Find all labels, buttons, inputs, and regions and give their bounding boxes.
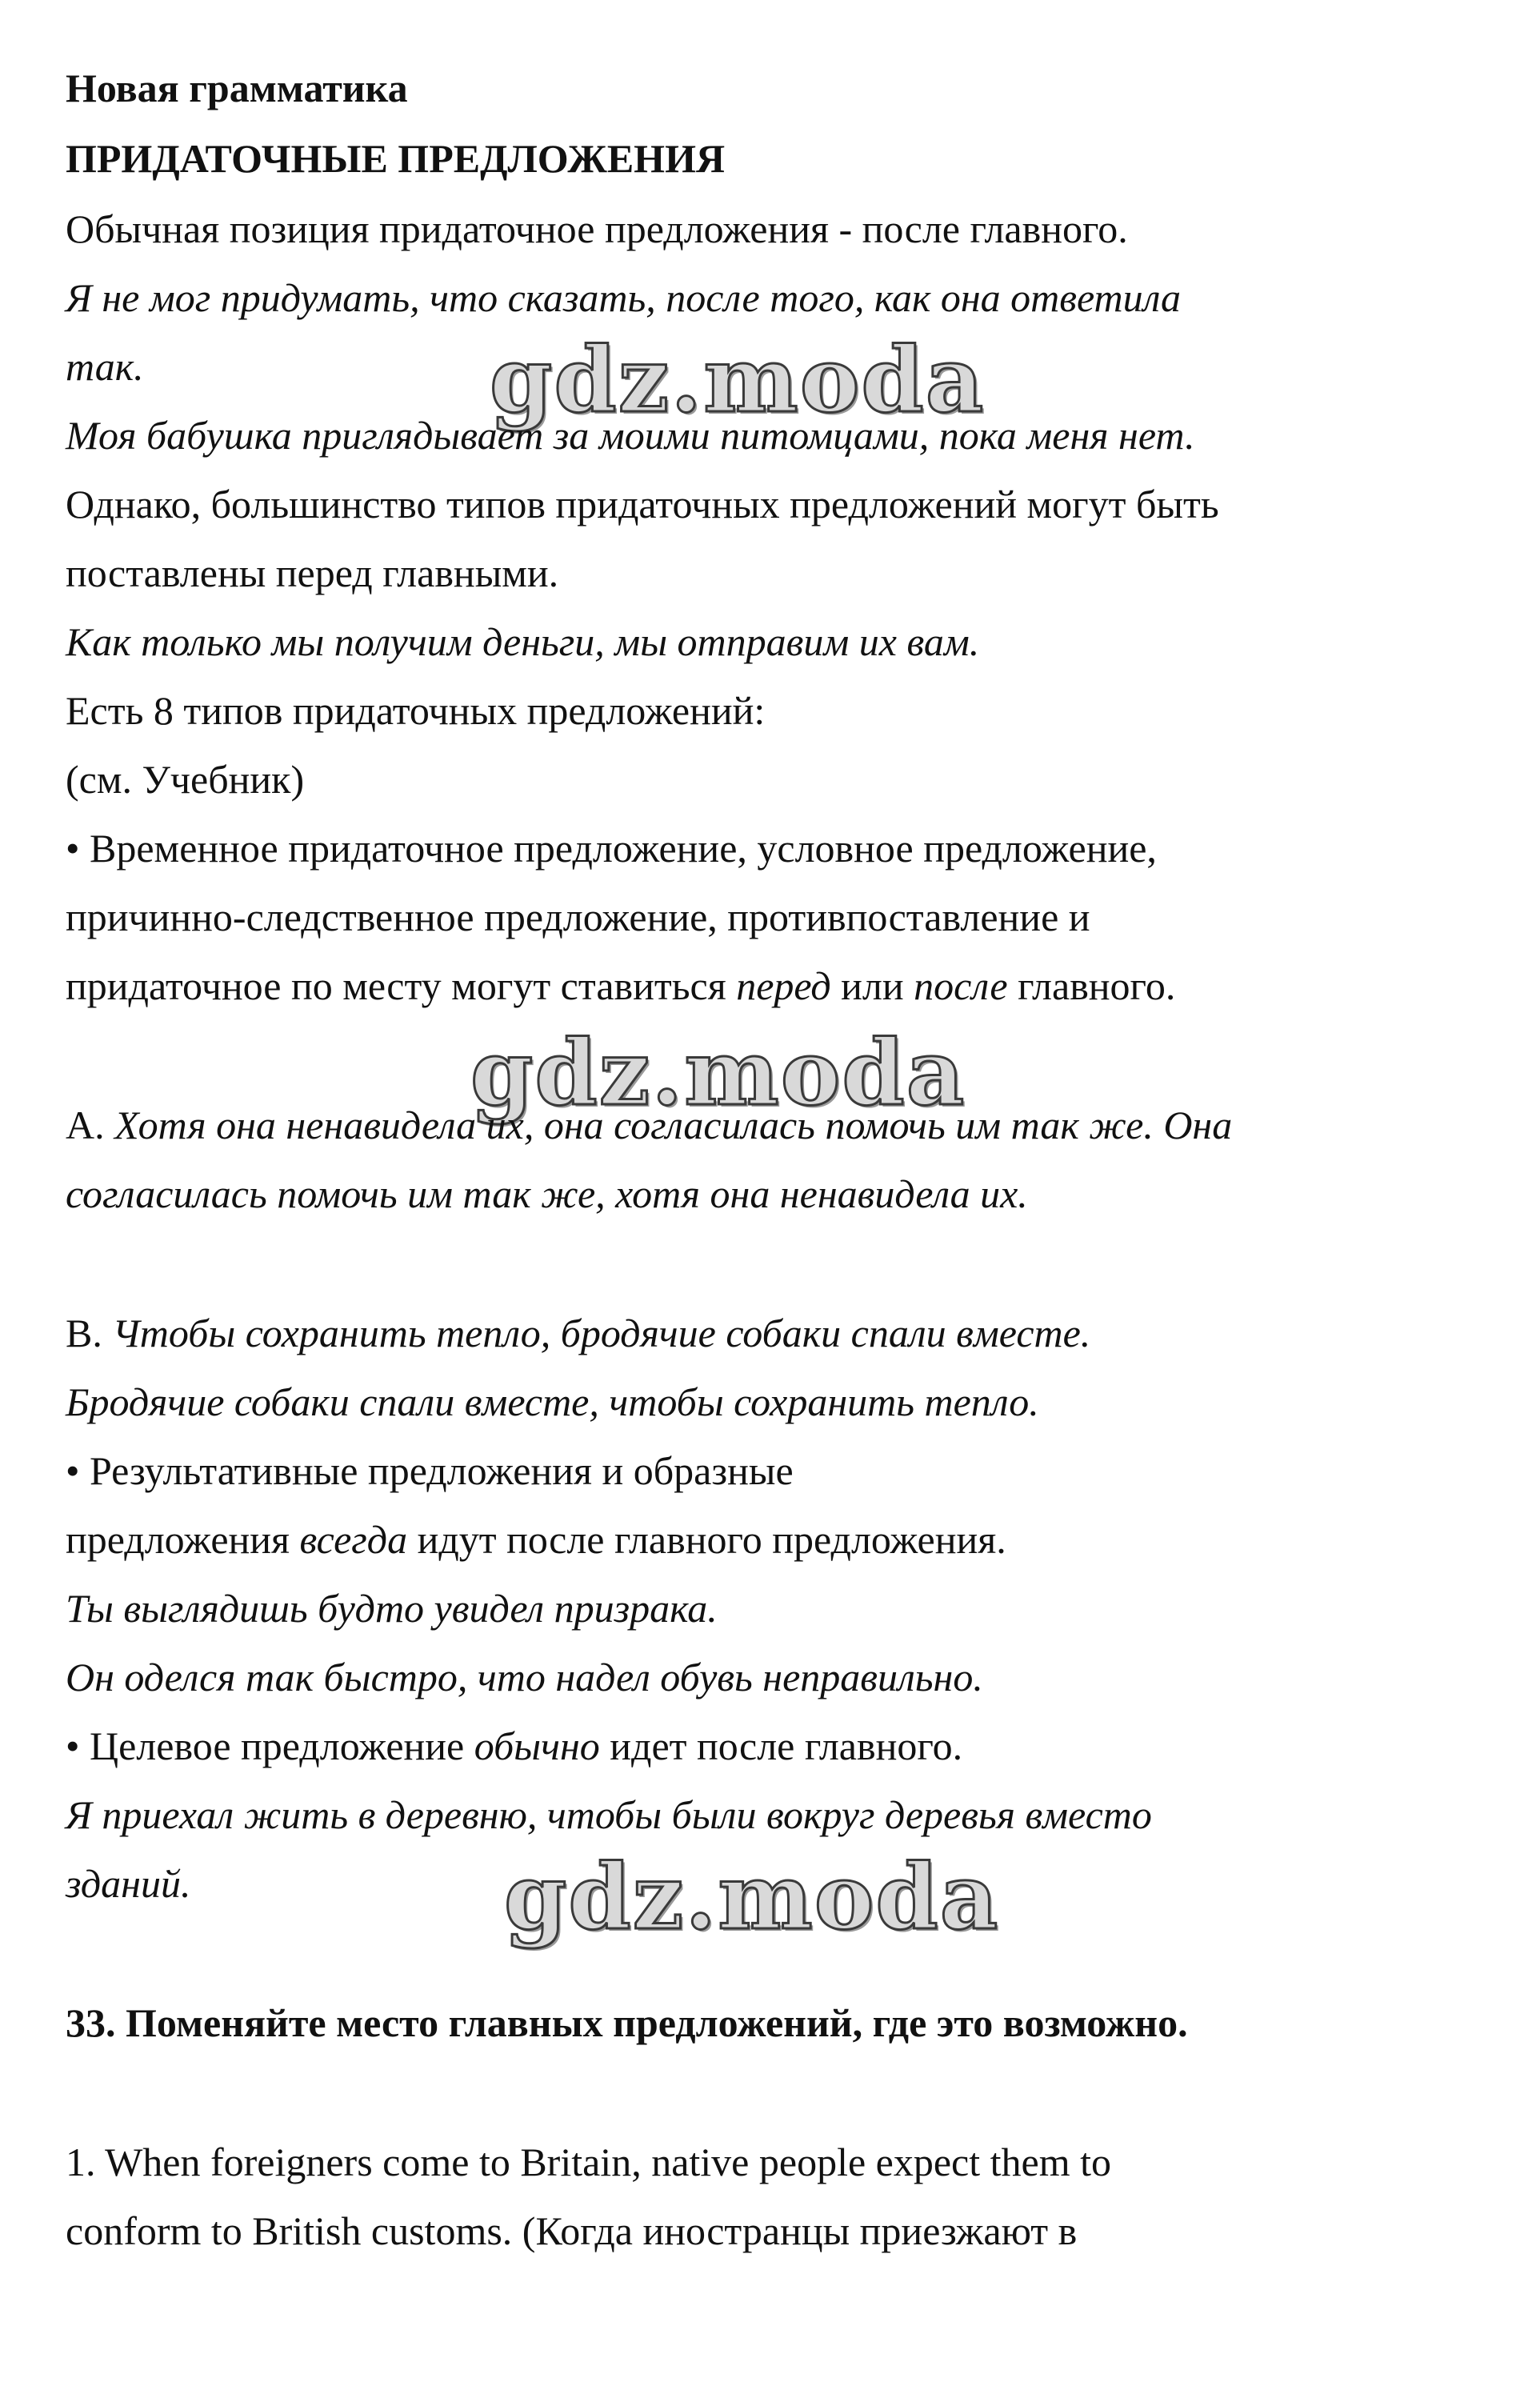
example-text: Я приехал жить в деревню, чтобы были вокруг деревья вместо: [66, 1792, 1152, 1837]
rule-text: Обычная позиция придаточное предложения - после главного.: [66, 206, 1128, 251]
example-text: Он оделся так быстро, что надел обувь неправильно.: [66, 1655, 983, 1699]
watermark-logo: gdz.moda: [504, 1845, 1000, 1950]
topic-heading: ПРИДАТОЧНЫЕ ПРЕДЛОЖЕНИЯ: [66, 136, 726, 181]
example-label: A.: [66, 1103, 115, 1147]
example-text: так.: [66, 344, 144, 389]
example-text: Я не мог придумать, что сказать, после того, как она ответила: [66, 275, 1182, 320]
example-text: Хотя она ненавидела их, она согласилась помочь им так же. Она: [114, 1103, 1233, 1147]
section-title: Новая грамматика: [66, 66, 408, 110]
example-label: B.: [66, 1311, 113, 1355]
text-run: или: [830, 963, 914, 1008]
rule-text: Однако, большинство типов придаточных предложений могут быть: [66, 482, 1219, 526]
exercise-item: 1. When foreigners come to Britain, native people expect them to: [66, 2140, 1111, 2184]
example-text: Ты выглядишь будто увидел призрака.: [66, 1586, 718, 1631]
example-b: [66, 1309, 1090, 1357]
emphasis-text: перед: [736, 963, 831, 1008]
text-run: предложения: [66, 1517, 300, 1562]
bullet-item-continued: причинно-следственное предложение, противпоставление и: [66, 895, 1090, 939]
example-text: Чтобы сохранить тепло, бродячие собаки спали вместе.: [112, 1311, 1091, 1355]
emphasis-text: всегда: [299, 1517, 408, 1562]
bullet-item-continued: [66, 1515, 1006, 1563]
rule-text: Есть 8 типов придаточных предложений:: [66, 688, 766, 733]
example-text: Моя бабушка приглядывает за моими питомцами, пока меня нет.: [66, 413, 1195, 458]
bullet-item: • Временное придаточное предложение, условное предложение,: [66, 826, 1157, 871]
example-a: [66, 1101, 1232, 1149]
example-text: Как только мы получим деньги, мы отправим их вам.: [66, 619, 980, 664]
exercise-item-continued: conform to British customs. (Когда иностранцы приезжают в: [66, 2208, 1078, 2253]
example-text: согласилась помочь им так же, хотя она ненавидела их.: [66, 1171, 1028, 1216]
example-text: зданий.: [66, 1861, 191, 1906]
reference-text: (см. Учебник): [66, 757, 305, 802]
emphasis-text: обычно: [474, 1723, 600, 1768]
exercise-heading: 33. Поменяйте место главных предложений, где это возможно.: [66, 2000, 1188, 2045]
bullet-item-continued: [66, 962, 1175, 1010]
rule-text: поставлены перед главными.: [66, 550, 559, 595]
text-run: главного.: [1007, 963, 1176, 1008]
watermark-logo: gdz.moda: [490, 328, 986, 433]
example-text: Бродячие собаки спали вместе, чтобы сохранить тепло.: [66, 1379, 1039, 1424]
text-run: идет после главного.: [599, 1723, 963, 1768]
watermark-logo: gdz.moda: [470, 1021, 966, 1126]
bullet-item: [66, 1722, 962, 1770]
text-run: • Целевое предложение: [66, 1723, 474, 1768]
text-run: идут после главного предложения.: [407, 1517, 1006, 1562]
bullet-item: • Результативные предложения и образные: [66, 1448, 794, 1493]
text-run: придаточное по месту могут ставиться: [66, 963, 737, 1008]
emphasis-text: после: [914, 963, 1008, 1008]
